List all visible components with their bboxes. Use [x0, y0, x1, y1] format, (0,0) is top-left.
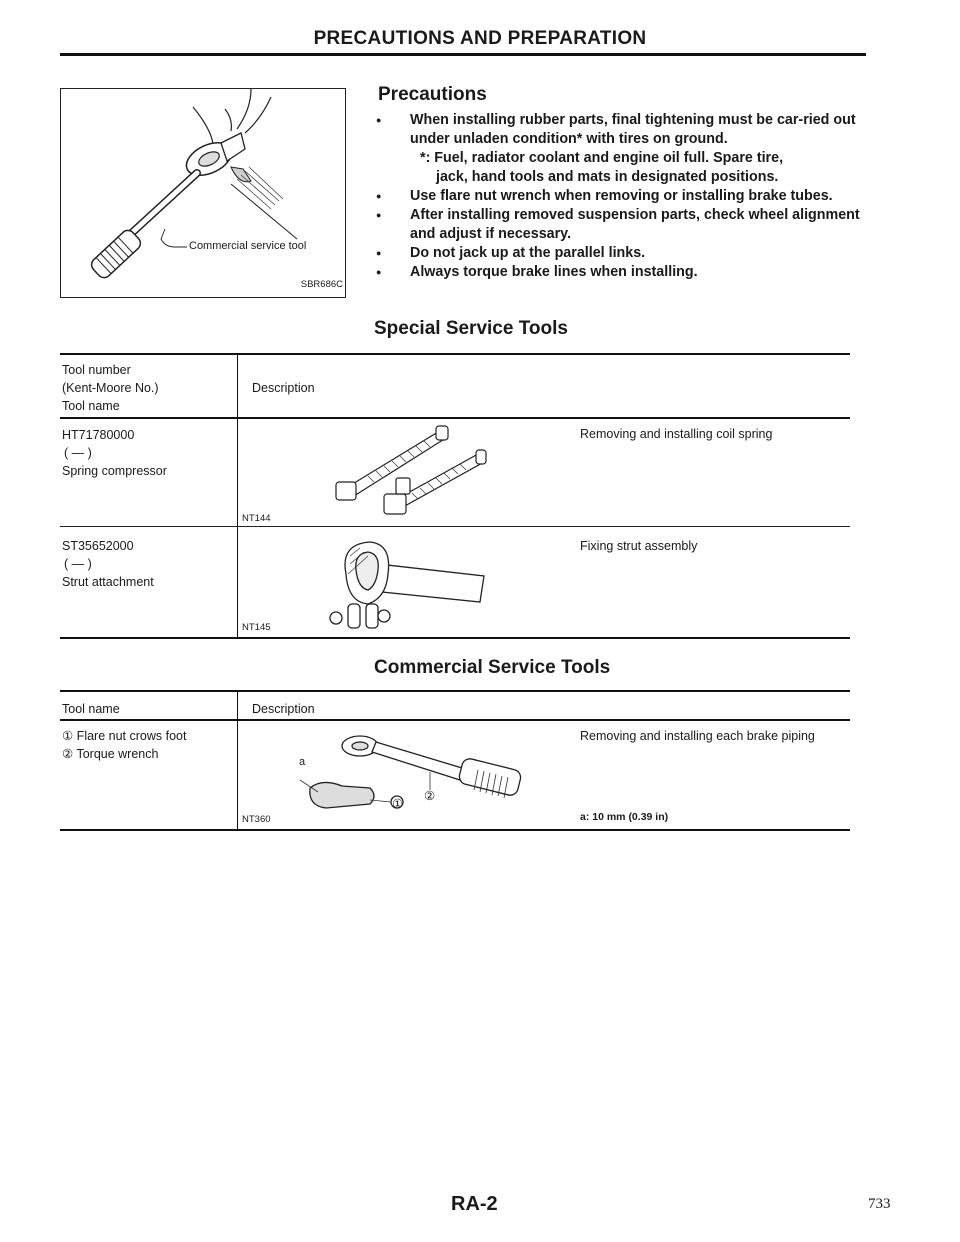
ctable-top-rule: [60, 690, 850, 692]
commercial-tools-title: Commercial Service Tools: [374, 657, 611, 678]
precautions-list: [372, 111, 868, 282]
precaution-note: *: Fuel, radiator coolant and engine oil full. Spare tire, jack, hand tools and mats in designated positions.: [420, 150, 784, 185]
tool-row-1-name: HT71780000 ( — ) Spring compressor: [62, 428, 167, 478]
table-bottom-rule: [60, 637, 850, 639]
header-tool-number: Tool number (Kent-Moore No.) Tool name: [62, 363, 159, 413]
spring-compressor-icon: [328, 424, 488, 520]
figure-code: SBR686C: [300, 279, 343, 290]
special-tools-title: Special Service Tools: [374, 318, 568, 339]
ctable-bottom-rule: [60, 829, 850, 831]
cheader-rule-bottom: [60, 719, 850, 721]
tool-row-2-description: Fixing strut assembly: [580, 539, 698, 553]
strut-attachment-icon: [326, 534, 486, 634]
tool-row-1-code: NT144: [242, 513, 271, 524]
ctable-column-divider: [237, 692, 238, 830]
commercial-row-code: NT360: [242, 814, 271, 825]
precaution-item: ● Use flare nut wrench when removing or installing brake tubes.: [372, 187, 868, 206]
header-rule-bottom: [60, 417, 850, 419]
cheader-tool-name: Tool name: [62, 702, 120, 716]
tool-row-2-name: ST35652000 ( — ) Strut attachment: [62, 539, 154, 589]
wrench-figure: [60, 88, 346, 298]
label-2-callout: ②: [424, 789, 436, 803]
torque-wrench-illustration: [61, 89, 345, 297]
dimension-note: a: 10 mm (0.39 in): [580, 811, 669, 823]
label-a: a: [299, 756, 306, 768]
commercial-row-description: Removing and installing each brake piping: [580, 729, 815, 743]
precaution-item: ● Always torque brake lines when installing.: [372, 263, 868, 282]
folio-number: 733: [868, 1196, 891, 1212]
precautions-title: Precautions: [378, 84, 487, 105]
table-top-rule: [60, 353, 850, 355]
commercial-row-names: ① Flare nut crows foot ② Torque wrench: [62, 729, 187, 761]
precaution-item: ● Do not jack up at the parallel links.: [372, 244, 868, 263]
crowfoot-torque-wrench-icon: [282, 728, 542, 828]
page-header-title: PRECAUTIONS AND PREPARATION: [313, 28, 647, 49]
precaution-item: ● When installing rubber parts, final tightening must be car-ried out under unladen condition* with tires on ground.: [372, 111, 868, 149]
row-divider: [60, 526, 850, 527]
header-description: Description: [252, 381, 315, 395]
label-1-callout: ①: [392, 797, 404, 811]
header-rule: [60, 53, 866, 56]
precaution-item: ● After installing removed suspension parts, check wheel alignment and adjust if necessary.: [372, 206, 868, 244]
page-number: RA-2: [451, 1193, 498, 1215]
tool-row-1-description: Removing and installing coil spring: [580, 427, 773, 441]
tool-row-2-code: NT145: [242, 622, 271, 633]
figure-callout: Commercial service tool: [189, 240, 307, 252]
table-column-divider: [237, 355, 238, 638]
cheader-description: Description: [252, 702, 315, 716]
